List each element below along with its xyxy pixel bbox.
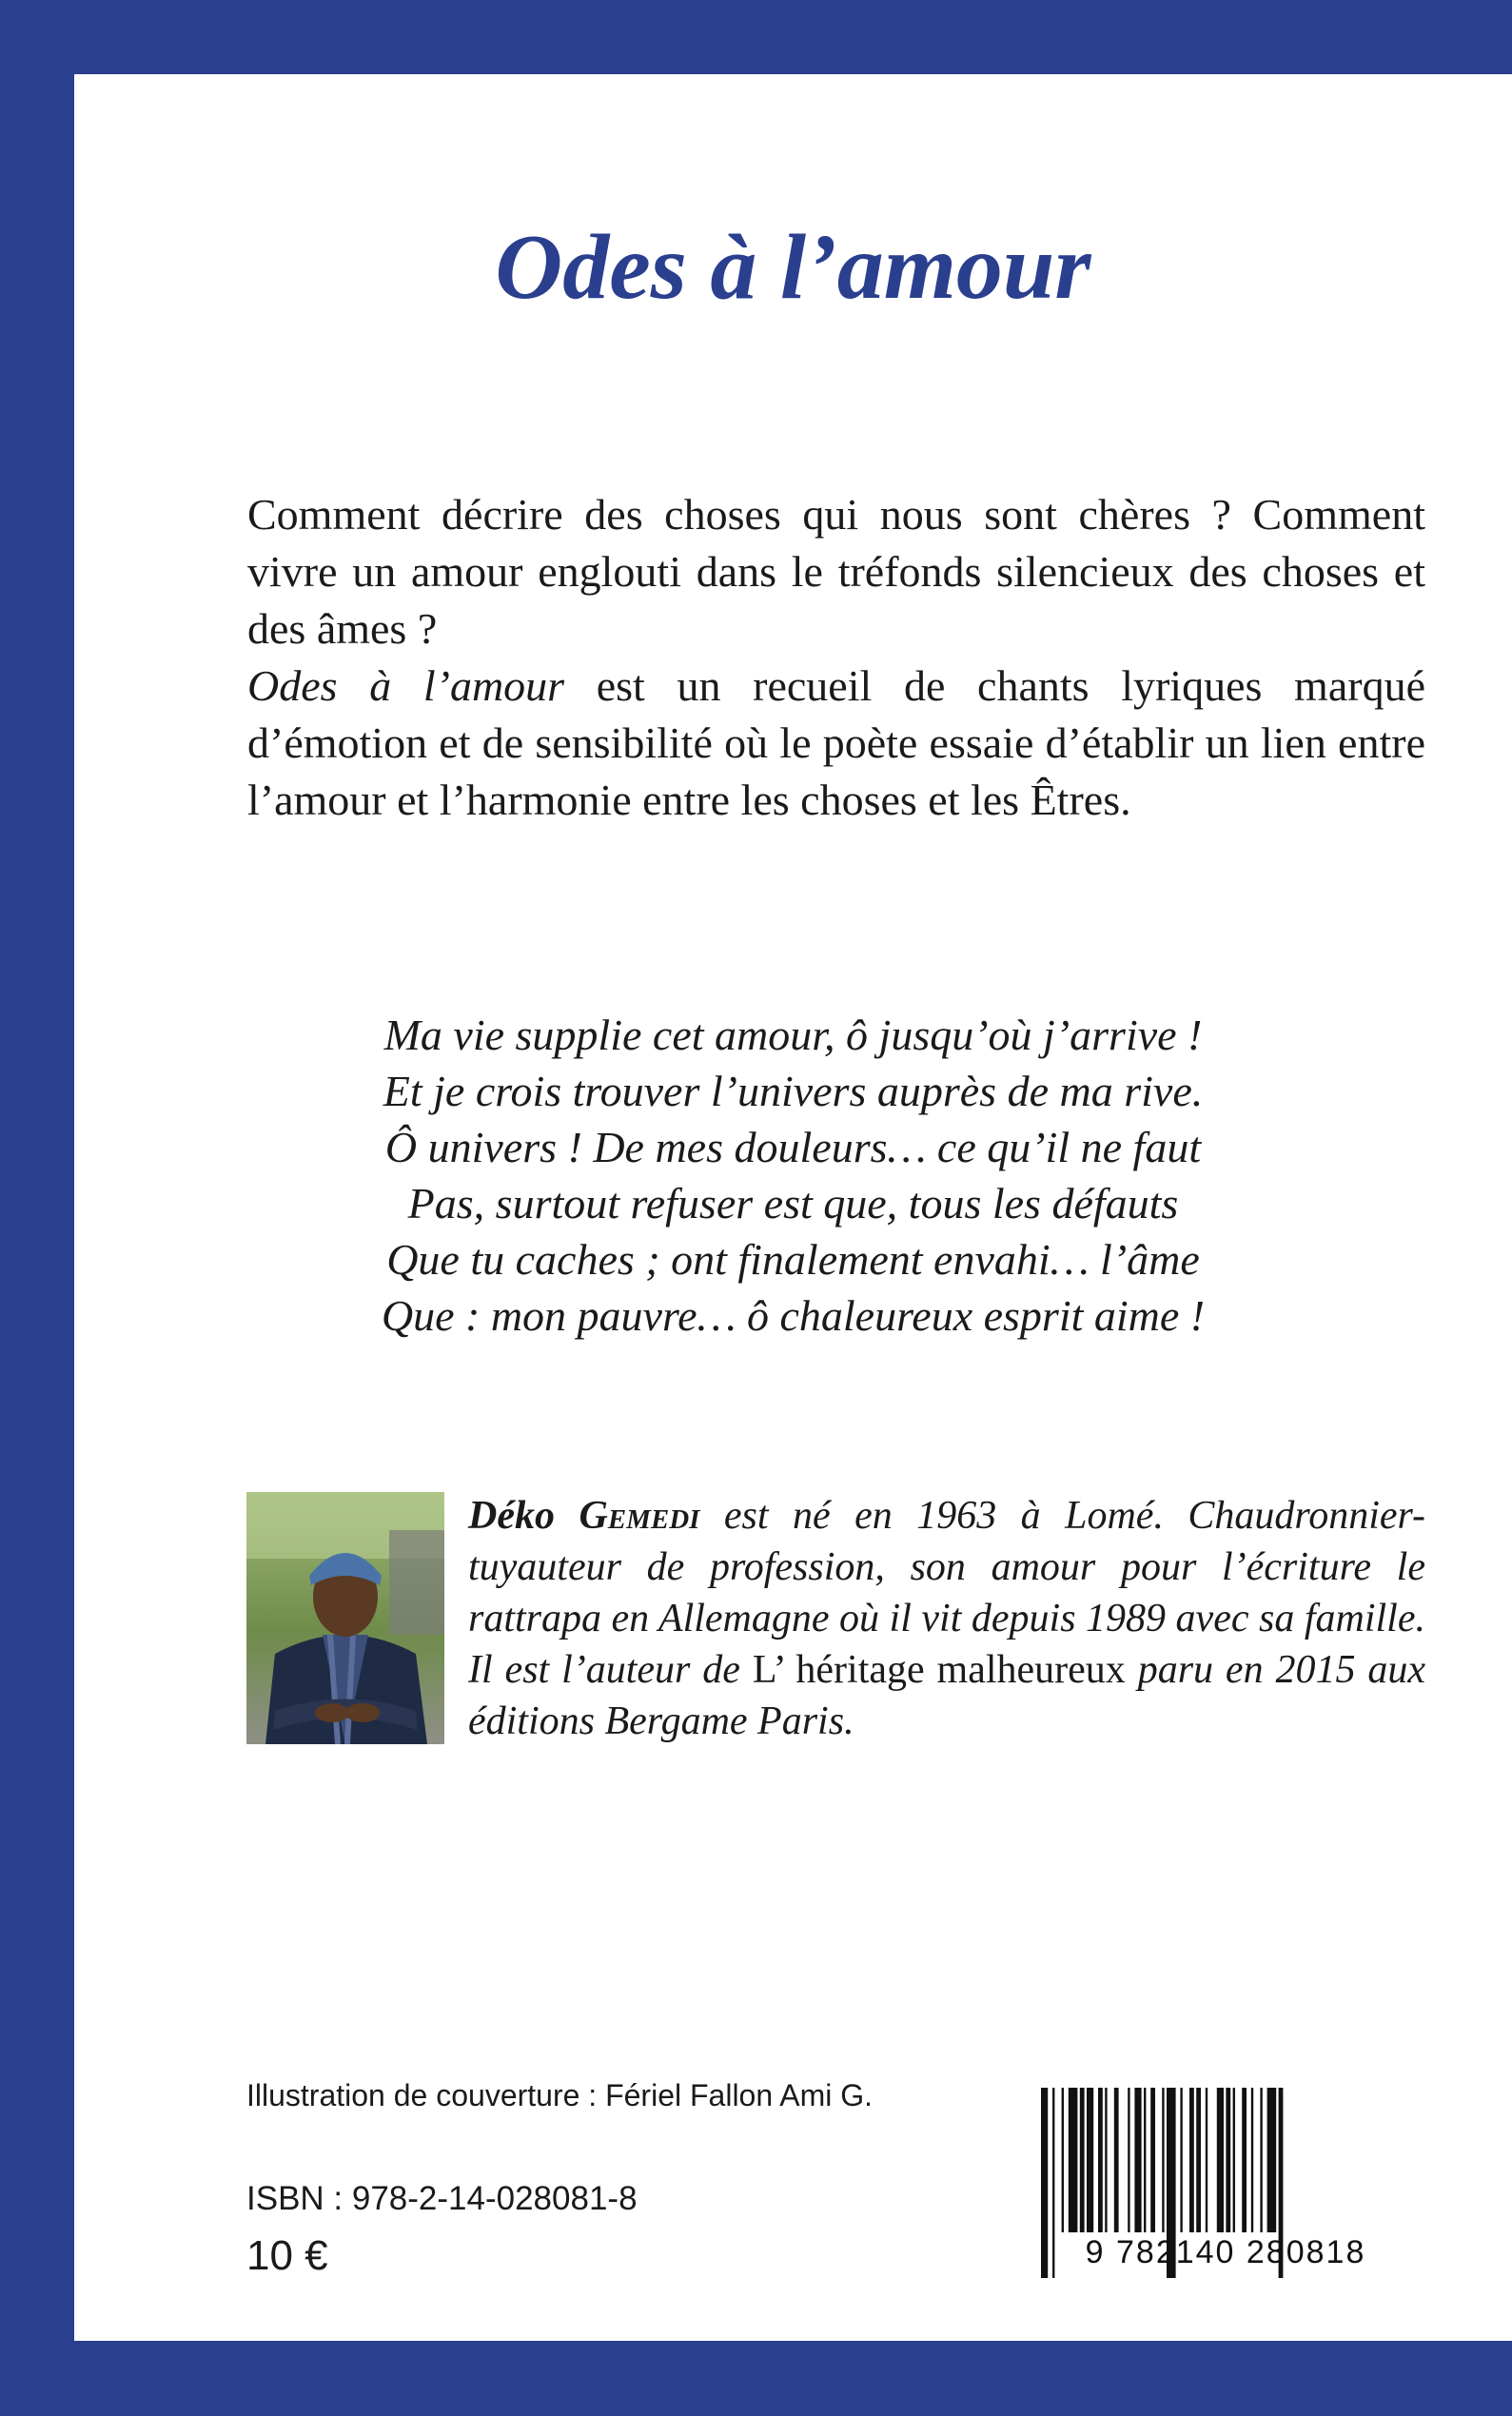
synopsis-paragraph-1: Comment décrire des choses qui nous sont chères ? Comment vivre un amour englouti dans le tréfonds silencieux des choses et des âmes ? bbox=[247, 490, 1425, 653]
barcode-bar bbox=[1217, 2088, 1224, 2232]
synopsis bbox=[247, 486, 1425, 829]
barcode-bar bbox=[1150, 2088, 1155, 2232]
barcode-bar bbox=[1162, 2088, 1164, 2232]
barcode-bar bbox=[1114, 2088, 1119, 2232]
poem-line: Ma vie supplie cet amour, ô jusqu’où j’arrive ! bbox=[383, 1011, 1203, 1059]
synopsis-paragraph-2-text: est un recueil de chants lyriques marqué d’émotion et de sensibilité où le poète essaie d’établir un lien entre l’amour et l’harmonie entre les choses et les Êtres. bbox=[247, 661, 1425, 824]
author-bio bbox=[468, 1490, 1425, 1747]
barcode-bar bbox=[1087, 2088, 1093, 2232]
synopsis-title-ref: Odes à l’amour bbox=[247, 661, 565, 710]
barcode-bar bbox=[1196, 2088, 1201, 2232]
poem-line: Et je crois trouver l’univers auprès de ma rive. bbox=[383, 1067, 1204, 1115]
barcode-bar bbox=[1180, 2088, 1182, 2232]
barcode-bar bbox=[1251, 2088, 1253, 2232]
poem-line: Pas, surtout refuser est que, tous les défauts bbox=[407, 1179, 1179, 1228]
poem-excerpt bbox=[74, 1007, 1512, 1344]
barcode-bar bbox=[1144, 2088, 1146, 2232]
back-cover bbox=[74, 74, 1512, 2341]
author-photo bbox=[246, 1492, 444, 1744]
barcode-bar bbox=[1260, 2088, 1262, 2232]
barcode-bar bbox=[1206, 2088, 1208, 2232]
poem-line: Que : mon pauvre… ô chaleureux esprit aime ! bbox=[381, 1291, 1206, 1340]
author-last-name: Gemedi bbox=[579, 1494, 700, 1538]
barcode-bar bbox=[1105, 2088, 1107, 2232]
bio-text-2: paru en 2015 aux éditions Bergame Paris. bbox=[468, 1648, 1425, 1743]
isbn: ISBN : 978-2-14-028081-8 bbox=[246, 2180, 638, 2217]
price: 10 € bbox=[246, 2232, 328, 2279]
barcode-bar bbox=[1189, 2088, 1194, 2232]
barcode-bar bbox=[1242, 2088, 1247, 2232]
barcode-bar bbox=[1233, 2088, 1235, 2232]
barcode-bar bbox=[1080, 2088, 1085, 2232]
illustration-credit: Illustration de couverture : Fériel Fallon Ami G. bbox=[246, 2078, 874, 2112]
author-name bbox=[468, 1494, 699, 1538]
barcode-bar bbox=[1069, 2088, 1078, 2232]
bio-text-1: est né en 1963 à Lomé. Chaudronnier-tuyauteur de profession, son amour pour l’écriture le rattrapa en Allemagne où il vit depuis 1989 avec sa famille. Il est l’auteur de bbox=[468, 1494, 1425, 1692]
barcode-bar bbox=[1226, 2088, 1230, 2232]
barcode-bar bbox=[1128, 2088, 1129, 2232]
author-first-name: Déko bbox=[468, 1494, 579, 1538]
poem-line: Que tu caches ; ont finalement envahi… l’âme bbox=[386, 1235, 1200, 1284]
previous-book-title: L’ héritage malheureux bbox=[752, 1648, 1126, 1692]
poem-line: Ô univers ! De mes douleurs… ce qu’il ne faut bbox=[384, 1123, 1202, 1171]
barcode-bar bbox=[1062, 2088, 1064, 2232]
barcode-bar bbox=[1134, 2088, 1141, 2232]
synopsis-paragraph-2 bbox=[247, 658, 1425, 829]
barcode-bar bbox=[1098, 2088, 1103, 2232]
barcode-bar bbox=[1267, 2088, 1277, 2232]
book-title: Odes à l’amour bbox=[495, 216, 1091, 319]
barcode-digits: 9 782140 280818 bbox=[1085, 2234, 1366, 2270]
